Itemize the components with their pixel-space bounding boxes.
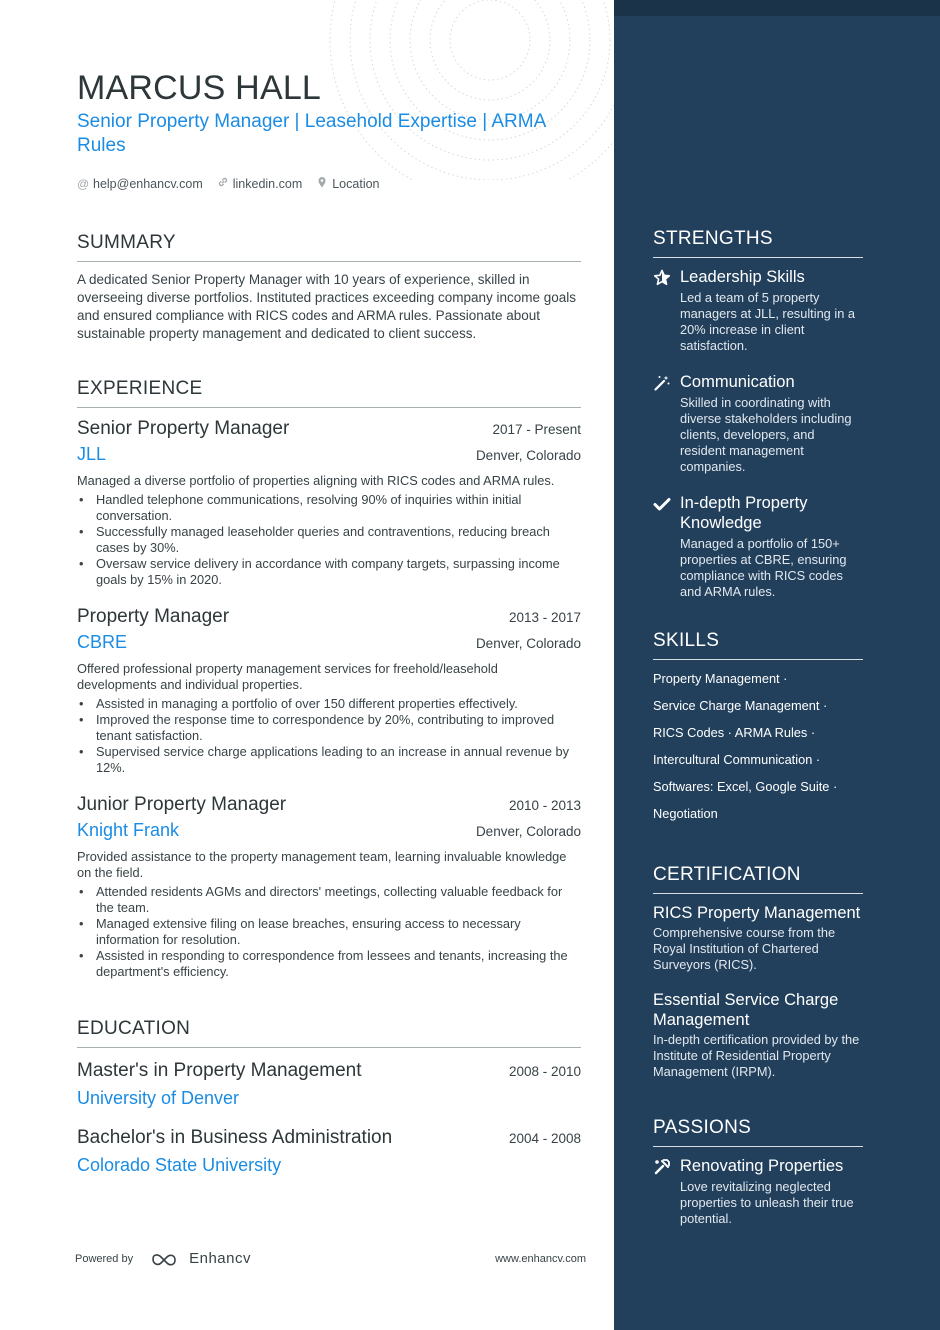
job-company: Knight Frank <box>77 820 180 840</box>
location-text: Location <box>332 176 380 191</box>
job-location: Denver, Colorado <box>475 636 581 651</box>
education-section <box>77 1018 581 1176</box>
contact-linkedin[interactable] <box>217 176 302 191</box>
degree-title: Bachelor's in Business Administration <box>77 1127 393 1148</box>
enhancv-brand-text: Enhancv <box>189 1250 251 1267</box>
job-bullet: • Assisted in responding to correspondence from lessees and tenants, increasing the department's efficiency. <box>77 948 581 980</box>
job-title: Senior Property Manager <box>77 418 290 439</box>
job-bullets <box>77 696 581 776</box>
certification-description: Comprehensive course from the Royal Institution of Chartered Surveyors (RICS). <box>653 925 836 972</box>
job-bullet: • Handled telephone communications, resolving 90% of inquiries within initial conversation. <box>77 492 581 524</box>
enhancv-logo-icon <box>151 1251 183 1267</box>
passion-description: Love revitalizing neglected properties to unleash their true potential. <box>680 1179 854 1226</box>
job-entry <box>77 606 581 776</box>
strength-item <box>653 267 863 354</box>
job-title: Property Manager <box>77 606 230 627</box>
linkedin-text: linkedin.com <box>232 176 303 191</box>
strength-title: Leadership Skills <box>680 268 805 286</box>
experience-section <box>77 378 581 980</box>
strength-title: Communication <box>680 373 795 391</box>
certification-section <box>653 864 863 1080</box>
job-dates: 2017 - Present <box>492 422 581 437</box>
link-icon <box>217 176 229 191</box>
job-description: Provided assistance to the property management team, learning invaluable knowledge on the field. <box>77 849 567 880</box>
job-bullet: • Managed extensive filing on lease breaches, ensuring access to necessary information for resolution. <box>77 916 581 948</box>
tools-icon <box>653 1158 671 1176</box>
strength-title: In-depth Property Knowledge <box>680 494 808 532</box>
strengths-heading: STRENGTHS <box>653 228 863 258</box>
skills-section <box>653 630 863 827</box>
school-name: Colorado State University <box>77 1155 282 1175</box>
skill-item: Property Management · <box>653 671 788 686</box>
job-entry <box>77 794 581 980</box>
job-bullet: • Attended residents AGMs and directors' meetings, collecting valuable feedback for the team. <box>77 884 581 916</box>
enhancv-logo[interactable] <box>151 1250 251 1267</box>
job-bullet: • Oversaw service delivery in accordance with company targets, surpassing income goals by 15% in 2020. <box>77 556 581 588</box>
job-bullet: • Improved the response time to correspondence by 20%, contributing to improved tenant satisfaction. <box>77 712 581 744</box>
footer <box>75 1250 586 1267</box>
degree-title: Master's in Property Management <box>77 1060 362 1081</box>
education-entry <box>77 1060 581 1109</box>
certification-title: RICS Property Management <box>653 904 861 922</box>
powered-by-label: Powered by <box>75 1252 134 1265</box>
skill-item: Softwares: Excel, Google Suite · <box>653 779 838 794</box>
map-pin-icon <box>316 176 328 191</box>
job-dates: 2010 - 2013 <box>508 798 581 813</box>
strength-description: Led a team of 5 property managers at JLL, resulting in a 20% increase in client satisfaction. <box>680 290 855 353</box>
skill-item: Service Charge Management · <box>653 698 828 713</box>
footer-website[interactable]: www.enhancv.com <box>495 1252 586 1265</box>
strength-item <box>653 493 863 600</box>
passions-section <box>653 1117 863 1227</box>
contact-location <box>316 176 379 191</box>
sidebar-top-band <box>614 0 940 16</box>
skills-list <box>653 665 863 827</box>
strength-description: Skilled in coordinating with diverse stakeholders including clients, developers, and resident management companies. <box>680 395 852 474</box>
skill-item: Intercultural Communication · <box>653 752 821 767</box>
strength-description: Managed a portfolio of 150+ properties at CBRE, ensuring compliance with RICS codes and ARMA rules. <box>680 536 847 599</box>
footer-branding <box>75 1250 251 1267</box>
school-name: University of Denver <box>77 1088 240 1108</box>
job-bullet: • Supervised service charge applications leading to an increase in annual revenue by 12%. <box>77 744 581 776</box>
passions-heading: PASSIONS <box>653 1117 863 1147</box>
education-heading: EDUCATION <box>77 1018 581 1048</box>
strength-item <box>653 372 863 475</box>
passion-item <box>653 1156 863 1227</box>
job-title: Junior Property Manager <box>77 794 287 815</box>
candidate-name: MARCUS HALL <box>77 69 322 107</box>
strengths-section <box>653 228 863 600</box>
check-icon <box>653 495 671 513</box>
at-icon: @ <box>77 176 90 191</box>
email-text: help@enhancv.com <box>93 176 203 191</box>
summary-text: A dedicated Senior Property Manager with 10 years of experience, skilled in overseeing diverse portfolios. Instituted practices exceeding company income goals and ensured compliance with RICS codes and ARMA rules. Passionate about sustainable property management and dedicated to client success. <box>77 272 577 341</box>
job-company: CBRE <box>77 632 128 652</box>
job-company: JLL <box>77 444 107 464</box>
job-bullets <box>77 492 581 588</box>
experience-heading: EXPERIENCE <box>77 378 581 408</box>
contact-email[interactable] <box>77 177 203 191</box>
job-description: Offered professional property management services for freehold/leasehold developments and individual properties. <box>77 661 498 692</box>
passion-title: Renovating Properties <box>680 1157 844 1175</box>
magic-wand-icon <box>653 374 671 392</box>
summary-heading: SUMMARY <box>77 232 581 262</box>
job-location: Denver, Colorado <box>475 448 581 463</box>
certification-item <box>653 990 863 1080</box>
education-dates: 2008 - 2010 <box>508 1064 581 1079</box>
certification-heading: CERTIFICATION <box>653 864 863 894</box>
job-location: Denver, Colorado <box>475 824 581 839</box>
job-dates: 2013 - 2017 <box>508 610 581 625</box>
job-description: Managed a diverse portfolio of properties aligning with RICS codes and ARMA rules. <box>77 473 555 488</box>
star-icon <box>653 269 671 287</box>
education-entry <box>77 1127 581 1176</box>
skills-heading: SKILLS <box>653 630 863 660</box>
contact-bar <box>77 176 581 191</box>
candidate-headline: Senior Property Manager | Leasehold Expertise | ARMA Rules <box>77 111 546 156</box>
job-bullet: • Assisted in managing a portfolio of over 150 different properties effectively. <box>77 696 581 712</box>
skill-item: Negotiation <box>653 806 718 821</box>
job-entry <box>77 418 581 588</box>
skill-item: RICS Codes · ARMA Rules · <box>653 725 816 740</box>
education-dates: 2004 - 2008 <box>508 1131 581 1146</box>
summary-section <box>77 232 581 343</box>
certification-description: In-depth certification provided by the Institute of Residential Property Management (IRPM). <box>653 1032 860 1079</box>
sidebar-content <box>653 228 863 1227</box>
job-bullet: • Successfully managed leaseholder queries and contraventions, reducing breach cases by 30%. <box>77 524 581 556</box>
main-column <box>77 68 581 1176</box>
certification-item <box>653 903 863 973</box>
certification-title: Essential Service Charge Management <box>653 991 839 1029</box>
job-bullets <box>77 884 581 980</box>
